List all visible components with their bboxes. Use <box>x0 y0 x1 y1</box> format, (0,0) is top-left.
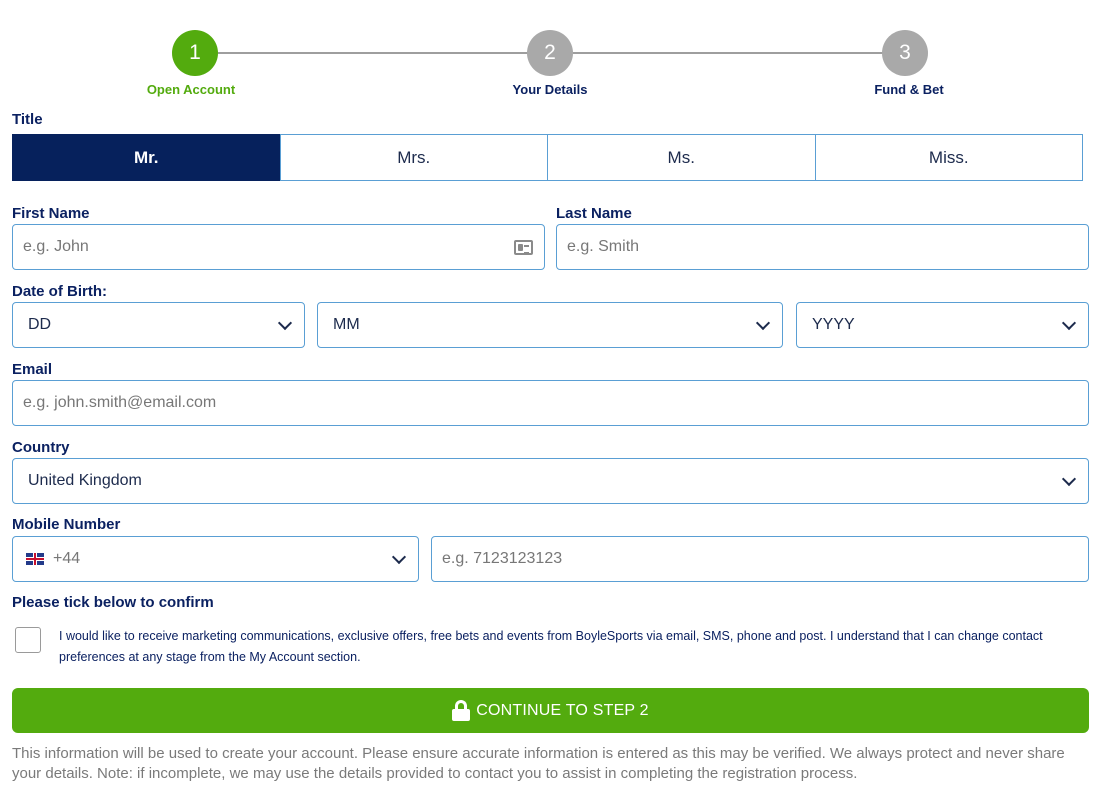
step-2-circle: 2 <box>527 30 573 76</box>
title-option-mrs[interactable]: Mrs. <box>280 134 549 181</box>
title-option-mr[interactable]: Mr. <box>12 134 281 181</box>
last-name-placeholder: e.g. Smith <box>567 238 640 255</box>
continue-button[interactable] <box>12 688 1089 733</box>
chevron-down-icon <box>1062 472 1076 486</box>
step-connector <box>573 52 883 54</box>
dob-month-value: MM <box>333 316 360 333</box>
continue-button-label: CONTINUE TO STEP 2 <box>476 701 649 719</box>
mobile-number-field[interactable] <box>431 536 1089 582</box>
mobile-label: Mobile Number <box>12 516 121 533</box>
confirm-heading: Please tick below to confirm <box>12 594 214 611</box>
title-option-miss[interactable]: Miss. <box>815 134 1084 181</box>
first-name-placeholder: e.g. John <box>23 238 89 255</box>
country-label: Country <box>12 439 70 456</box>
chevron-down-icon <box>756 316 770 330</box>
step-3-circle: 3 <box>882 30 928 76</box>
country-value: United Kingdom <box>28 472 142 489</box>
title-selector <box>12 134 1082 181</box>
step-1-circle: 1 <box>172 30 218 76</box>
chevron-down-icon <box>1062 316 1076 330</box>
last-name-field[interactable] <box>556 224 1089 270</box>
step-3-label: Fund & Bet <box>874 82 944 97</box>
email-field[interactable] <box>12 380 1089 426</box>
email-label: Email <box>12 361 53 378</box>
info-text: This information will be used to create your account. Please ensure accurate information is entered as this may be verified. We always protect and never share your details. Note: if incomplete, we may use the details provided to contact you to assist in completing the registration process. <box>12 745 1065 782</box>
step-2-label: Your Details <box>512 82 588 97</box>
lock-icon <box>452 700 470 721</box>
country-code-value: +44 <box>53 550 81 567</box>
country-select[interactable] <box>12 458 1089 504</box>
dob-label: Date of Birth: <box>12 283 107 300</box>
dob-year-value: YYYY <box>812 316 855 333</box>
last-name-label: Last Name <box>556 205 632 222</box>
email-placeholder: e.g. john.smith@email.com <box>23 394 217 411</box>
title-label: Title <box>12 111 43 128</box>
title-option-ms[interactable]: Ms. <box>547 134 816 181</box>
dob-month-select[interactable] <box>317 302 783 348</box>
chevron-down-icon <box>278 316 292 330</box>
uk-flag-icon <box>26 553 44 565</box>
dob-year-select[interactable] <box>796 302 1089 348</box>
contact-card-icon <box>514 240 533 255</box>
dob-day-value: DD <box>28 316 52 333</box>
step-connector <box>218 52 528 54</box>
country-code-select[interactable] <box>12 536 419 582</box>
chevron-down-icon <box>392 550 406 564</box>
mobile-number-placeholder: e.g. 7123123123 <box>442 550 563 567</box>
marketing-consent-text: I would like to receive marketing communications, exclusive offers, free bets and events from BoyleSports via email, SMS, phone and post. I understand that I can change contact preferences at any stage from the My Account section. <box>59 629 1043 664</box>
registration-stepper <box>0 0 1100 110</box>
step-1-label: Open Account <box>146 82 236 97</box>
marketing-consent-checkbox[interactable] <box>15 627 41 653</box>
first-name-field[interactable] <box>12 224 545 270</box>
first-name-label: First Name <box>12 205 90 222</box>
dob-day-select[interactable] <box>12 302 305 348</box>
